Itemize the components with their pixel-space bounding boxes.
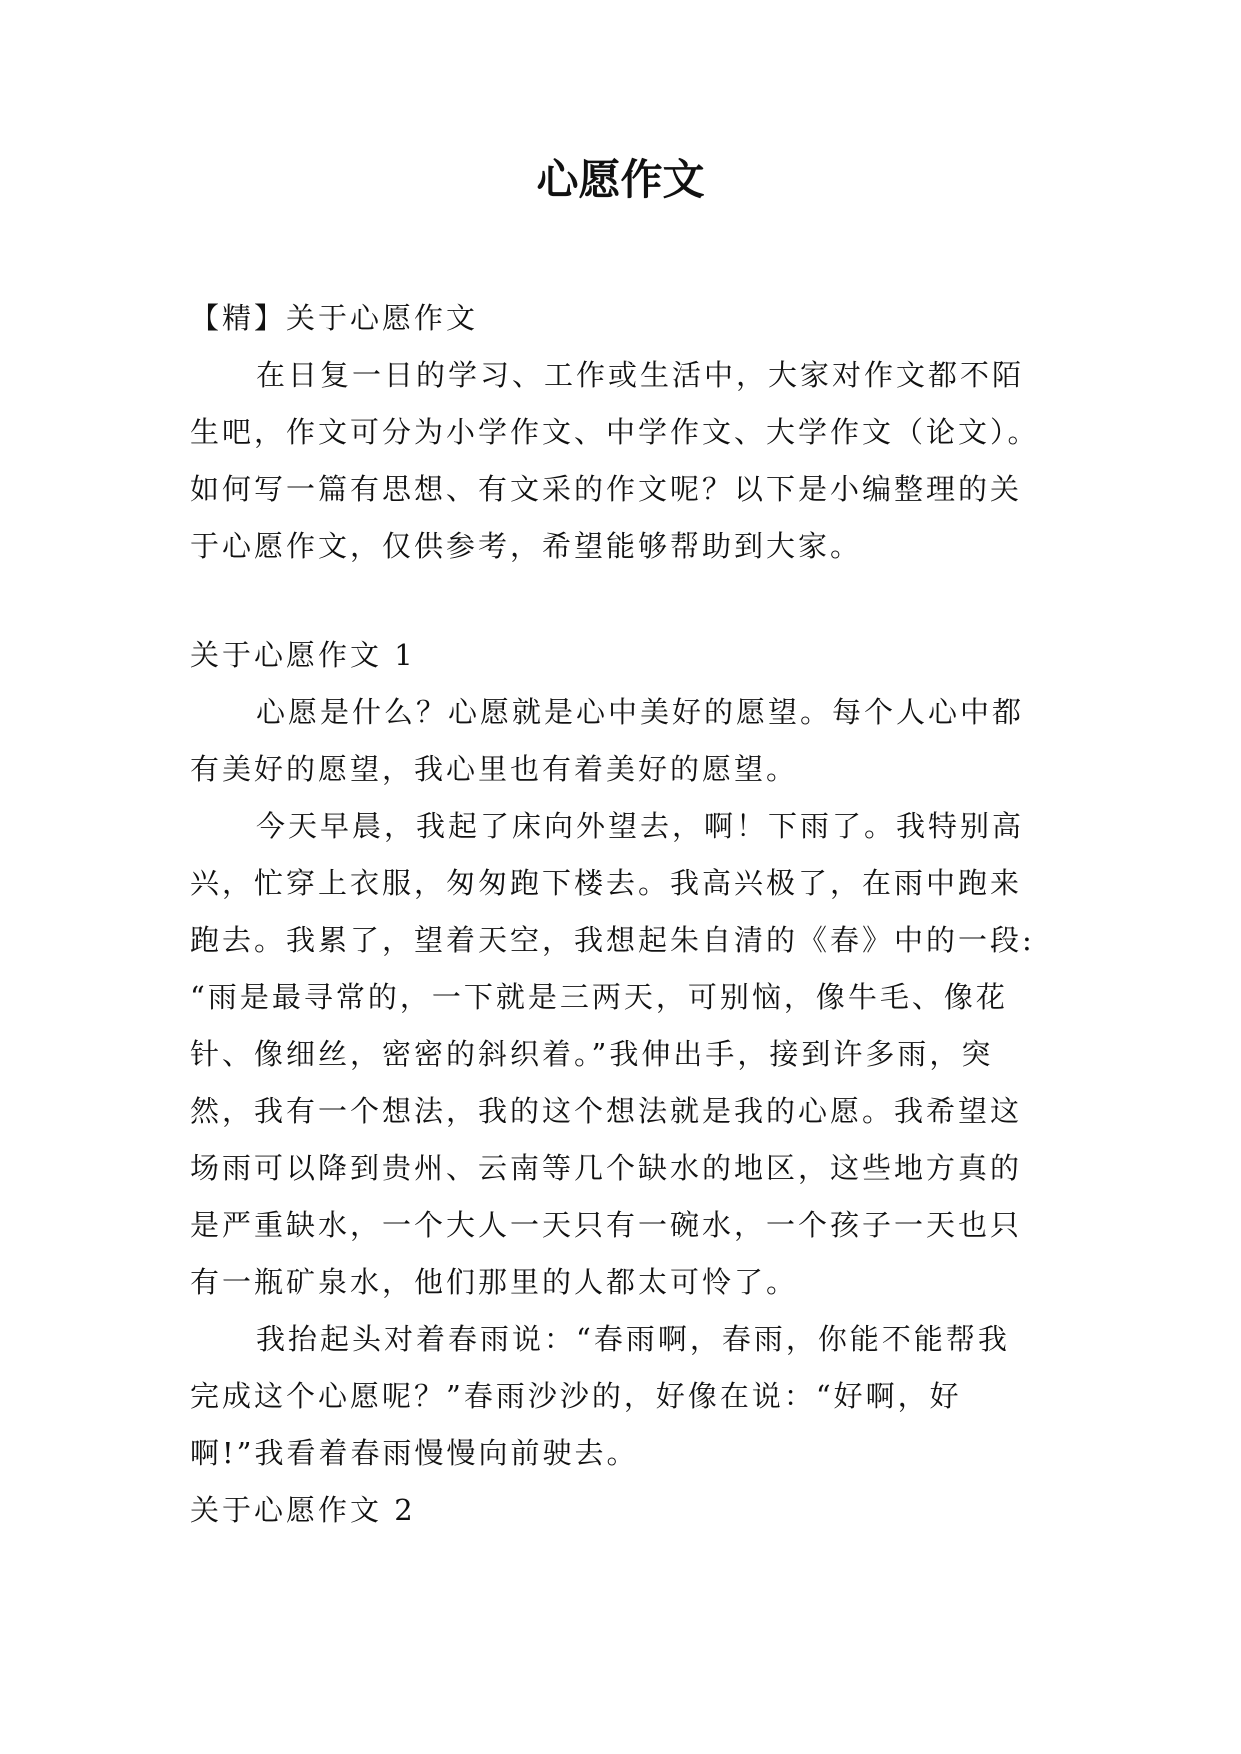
essay1-paragraph-3 <box>190 1311 1050 1482</box>
paragraph-line: 是严重缺水，一个大人一天只有一碗水，一个孩子一天也只 <box>190 1208 1023 1242</box>
paragraph-line: 于心愿作文，仅供参考，希望能够帮助到大家。 <box>190 529 863 563</box>
paragraph-line: 啊!”我看着春雨慢慢向前驶去。 <box>190 1436 639 1470</box>
section-heading-1: 关于心愿作文 1 <box>190 638 416 672</box>
paragraph-line: 心愿是什么？心愿就是心中美好的愿望。每个人心中都 <box>256 695 1025 729</box>
paragraph-line: 有美好的愿望，我心里也有着美好的愿望。 <box>190 752 799 786</box>
paragraph-line: 场雨可以降到贵州、云南等几个缺水的地区，这些地方真的 <box>190 1151 1023 1185</box>
paragraph-line: 在日复一日的学习、工作或生活中，大家对作文都不陌 <box>256 358 1025 392</box>
paragraph-line: 生吧，作文可分为小学作文、中学作文、大学作文（论文）。 <box>190 415 1040 449</box>
essay1-paragraph-1 <box>190 684 1050 798</box>
paragraph-line: 跑去。我累了，望着天空，我想起朱自清的《春》中的一段: <box>190 923 1035 957</box>
paragraph-line: 针、像细丝，密密的斜织着。”我伸出手，接到许多雨，突 <box>190 1037 994 1071</box>
document-title: 心愿作文 <box>536 155 705 204</box>
intro-paragraph <box>190 347 1050 575</box>
paragraph-line: 有一瓶矿泉水，他们那里的人都太可怜了。 <box>190 1265 799 1299</box>
paragraph-line: “雨是最寻常的，一下就是三两天，可别恼，像牛毛、像花 <box>190 980 1008 1014</box>
paragraph-line: 今天早晨，我起了床向外望去，啊！下雨了。我特别高 <box>256 809 1025 843</box>
section-heading-2: 关于心愿作文 2 <box>190 1493 416 1527</box>
subtitle: 【精】关于心愿作文 <box>190 301 479 335</box>
document-body <box>190 290 1050 1539</box>
paragraph-line: 然，我有一个想法，我的这个想法就是我的心愿。我希望这 <box>190 1094 1023 1128</box>
essay1-paragraph-2 <box>190 798 1050 1311</box>
section-spacer <box>190 575 1050 627</box>
paragraph-line: 如何写一篇有思想、有文采的作文呢？以下是小编整理的关 <box>190 472 1023 506</box>
paragraph-line: 兴，忙穿上衣服，匆匆跑下楼去。我高兴极了，在雨中跑来 <box>190 866 1023 900</box>
paragraph-line: 完成这个心愿呢？”春雨沙沙的，好像在说：“好啊，好 <box>190 1379 962 1413</box>
paragraph-line: 我抬起头对着春雨说：“春雨啊，春雨，你能不能帮我 <box>256 1322 1010 1356</box>
